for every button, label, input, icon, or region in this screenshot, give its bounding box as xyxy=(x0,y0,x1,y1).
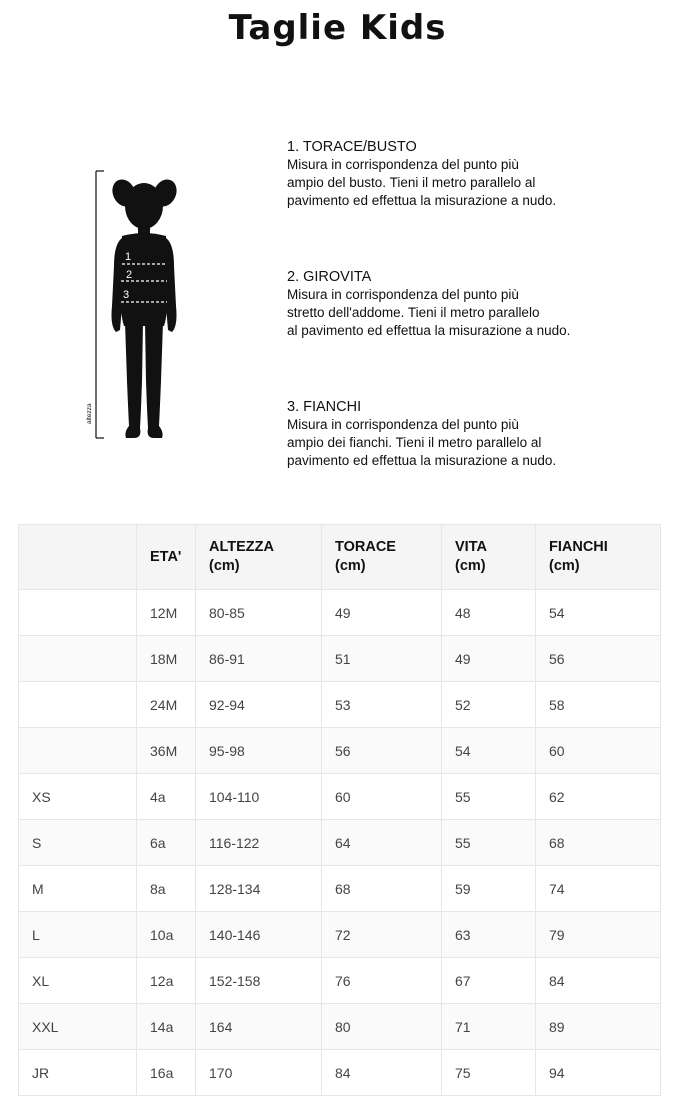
table-row xyxy=(19,820,661,866)
chest-cell: 84 xyxy=(322,1050,442,1096)
header-height: ALTEZZA (cm) xyxy=(196,525,322,590)
table-row xyxy=(19,682,661,728)
size-cell: JR xyxy=(19,1050,137,1096)
chest-cell: 53 xyxy=(322,682,442,728)
age-cell: 18M xyxy=(137,636,196,682)
chest-cell: 80 xyxy=(322,1004,442,1050)
chest-cell: 56 xyxy=(322,728,442,774)
height-cell: 128-134 xyxy=(196,866,322,912)
measure-text-line: stretto dell'addome. Tieni il metro parallelo xyxy=(287,305,540,320)
size-cell: S xyxy=(19,820,137,866)
age-cell: 6a xyxy=(137,820,196,866)
measure-heading: 3. FIANCHI xyxy=(287,399,362,415)
measure-text-line: Misura in corrispondenza del punto più xyxy=(287,417,519,432)
table-row xyxy=(19,774,661,820)
height-cell: 116-122 xyxy=(196,820,322,866)
size-cell: XXL xyxy=(19,1004,137,1050)
size-table xyxy=(18,524,661,1096)
measure-hips xyxy=(287,398,647,470)
header-hips: FIANCHI (cm) xyxy=(536,525,661,590)
height-cell: 170 xyxy=(196,1050,322,1096)
table-row xyxy=(19,590,661,636)
waist-cell: 59 xyxy=(442,866,536,912)
page-title: Taglie Kids xyxy=(228,8,447,48)
measure-text-line: al pavimento ed effettua la misurazione a nudo. xyxy=(287,323,571,338)
hips-cell: 89 xyxy=(536,1004,661,1050)
waist-cell: 49 xyxy=(442,636,536,682)
size-cell: M xyxy=(19,866,137,912)
size-cell xyxy=(19,636,137,682)
chest-cell: 51 xyxy=(322,636,442,682)
hips-cell: 58 xyxy=(536,682,661,728)
measure-text-line: ampio del busto. Tieni il metro parallelo al xyxy=(287,175,536,190)
age-cell: 10a xyxy=(137,912,196,958)
marker-2: 2 xyxy=(126,269,133,281)
chest-cell: 64 xyxy=(322,820,442,866)
chest-cell: 76 xyxy=(322,958,442,1004)
hips-cell: 54 xyxy=(536,590,661,636)
measure-text-line: Misura in corrispondenza del punto più xyxy=(287,287,519,302)
waist-cell: 55 xyxy=(442,774,536,820)
size-cell xyxy=(19,682,137,728)
hips-cell: 62 xyxy=(536,774,661,820)
height-cell: 104-110 xyxy=(196,774,322,820)
size-cell: L xyxy=(19,912,137,958)
size-cell xyxy=(19,728,137,774)
age-cell: 14a xyxy=(137,1004,196,1050)
header-waist: VITA (cm) xyxy=(442,525,536,590)
age-cell: 16a xyxy=(137,1050,196,1096)
hips-cell: 79 xyxy=(536,912,661,958)
age-cell: 8a xyxy=(137,866,196,912)
height-label: altezza xyxy=(86,403,93,424)
chest-cell: 49 xyxy=(322,590,442,636)
header-chest: TORACE (cm) xyxy=(322,525,442,590)
height-cell: 80-85 xyxy=(196,590,322,636)
measure-text-line: Misura in corrispondenza del punto più xyxy=(287,157,519,172)
height-cell: 164 xyxy=(196,1004,322,1050)
hips-cell: 60 xyxy=(536,728,661,774)
height-cell: 92-94 xyxy=(196,682,322,728)
size-cell xyxy=(19,590,137,636)
height-cell: 95-98 xyxy=(196,728,322,774)
waist-cell: 52 xyxy=(442,682,536,728)
measure-heading: 1. TORACE/BUSTO xyxy=(287,139,417,155)
chest-cell: 60 xyxy=(322,774,442,820)
chest-cell: 68 xyxy=(322,866,442,912)
hips-cell: 74 xyxy=(536,866,661,912)
chest-cell: 72 xyxy=(322,912,442,958)
age-cell: 36M xyxy=(137,728,196,774)
age-cell: 12M xyxy=(137,590,196,636)
age-cell: 24M xyxy=(137,682,196,728)
age-cell: 4a xyxy=(137,774,196,820)
measure-text-line: ampio dei fianchi. Tieni il metro parallelo al xyxy=(287,435,542,450)
size-cell: XS xyxy=(19,774,137,820)
age-cell: 12a xyxy=(137,958,196,1004)
child-silhouette-icon xyxy=(84,166,184,451)
size-cell: XL xyxy=(19,958,137,1004)
table-row xyxy=(19,728,661,774)
height-cell: 86-91 xyxy=(196,636,322,682)
waist-cell: 75 xyxy=(442,1050,536,1096)
hips-cell: 56 xyxy=(536,636,661,682)
measure-heading: 2. GIROVITA xyxy=(287,269,372,285)
measure-bust xyxy=(287,138,647,210)
marker-1: 1 xyxy=(125,251,132,263)
height-cell: 152-158 xyxy=(196,958,322,1004)
waist-cell: 54 xyxy=(442,728,536,774)
table-row xyxy=(19,958,661,1004)
waist-cell: 63 xyxy=(442,912,536,958)
header-size xyxy=(19,525,137,590)
measure-waist xyxy=(287,268,647,340)
silhouette xyxy=(108,176,181,438)
hips-cell: 94 xyxy=(536,1050,661,1096)
waist-cell: 71 xyxy=(442,1004,536,1050)
waist-cell: 67 xyxy=(442,958,536,1004)
hips-cell: 68 xyxy=(536,820,661,866)
child-figure xyxy=(84,166,184,451)
table-row xyxy=(19,636,661,682)
table-header-row xyxy=(19,525,661,590)
table-row xyxy=(19,1050,661,1096)
header-age: ETA' xyxy=(137,525,196,590)
table-row xyxy=(19,866,661,912)
waist-cell: 48 xyxy=(442,590,536,636)
table-row xyxy=(19,1004,661,1050)
measure-text-line: pavimento ed effettua la misurazione a nudo. xyxy=(287,453,557,468)
marker-3: 3 xyxy=(123,289,130,301)
table-row xyxy=(19,912,661,958)
measure-text-line: pavimento ed effettua la misurazione a nudo. xyxy=(287,193,557,208)
waist-cell: 55 xyxy=(442,820,536,866)
hips-cell: 84 xyxy=(536,958,661,1004)
height-cell: 140-146 xyxy=(196,912,322,958)
